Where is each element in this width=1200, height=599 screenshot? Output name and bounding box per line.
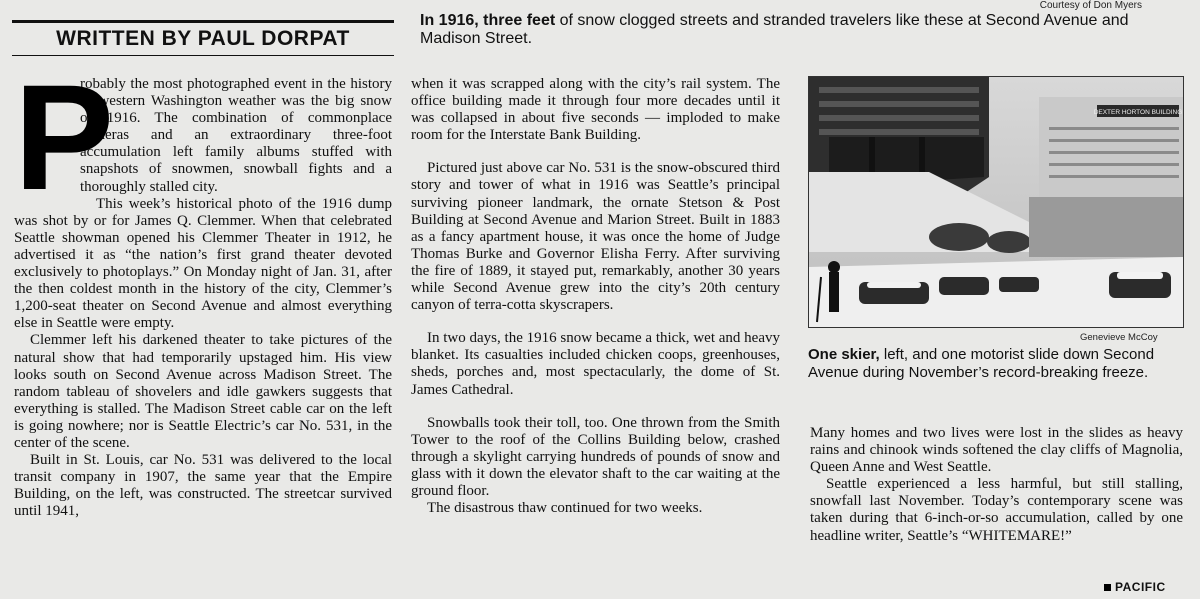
paragraph: Built in St. Louis, car No. 531 was delivered to the local transit company in 1907, the same year that the Empire Building, on the left, was constructed. The streetcar survived until 1941,: [14, 452, 392, 520]
article-column-2: [411, 76, 780, 517]
paragraph: This week’s historical photo of the 1916 dump was shot by or for James Q. Clemmer. When that celebrated Seattle showman opened his Clemmer Theater in 1912, he advertised it as “the nation’s first grand theater devoted exclusively to photoplays.” On Monday night of Jan. 31, after the then coldest month in the history of the city, Clemmer’s 1,200-seat theater on Second Avenue and almost everything else in Seattle were empty.: [14, 195, 392, 332]
article-column-3: [810, 425, 1183, 545]
contemporary-photo: [808, 76, 1184, 328]
square-bullet-icon: [1104, 584, 1111, 591]
photo-caption: [808, 346, 1184, 382]
drop-cap: P: [14, 53, 115, 221]
photo-caption-text: left, and one motorist slide down Second Avenue during November’s record-breaking freeze.: [808, 346, 1155, 381]
photo-credit-top: Courtesy of Don Myers: [1039, 0, 1142, 11]
article-column-1: [14, 53, 392, 520]
paragraph: Clemmer left his darkened theater to take pictures of the natural show that had temporarily upstaged him. His view looks south on Second Avenue across Madison Street. The random tableau of shovelers and idle gawkers suggests that everything is stalled. The Madison Street cable car on the left is going nowhere; nor is Seattle Electric’s car No. 531, in the center of the scene.: [14, 332, 392, 451]
paragraph: when it was scrapped along with the city’s rail system. The office building made it through four more decades until it was collapsed in about five seconds — imploded to make room for the Interstate Bank Building.: [411, 76, 780, 144]
top-caption-lead: In 1916, three feet: [420, 12, 556, 29]
paragraph: Seattle experienced a less harmful, but still stalling, snowfall last November. Today’s contemporary scene was taken during that 6-inch-or-so accumulation, called by one headline writer, Seattle’s “WHITEMARE!”: [810, 476, 1183, 544]
top-caption: [420, 12, 1160, 48]
paragraph: The disastrous thaw continued for two weeks.: [427, 500, 703, 517]
paragraph: robably the most photographed event in the history of western Washington weather was the big snow of 1916. The combination of commonplace cameras and an extraordinary three-foot accumulation left family albums stuffed with snapshots of snowmen, snowball fights and a thoroughly stalled city.: [80, 76, 392, 195]
photo-credit: Genevieve McCoy: [1080, 332, 1158, 343]
svg-text:DEXTER HORTON BUILDING: DEXTER HORTON BUILDING: [1093, 109, 1183, 116]
paragraph: Snowballs took their toll, too. One thrown from the Smith Tower to the roof of the Collins Building below, crashed through a skylight carrying hundreds of pounds of snow and glass with it down the elevator shaft to the car waiting at the ground floor.: [411, 414, 780, 499]
byline: WRITTEN BY PAUL DORPAT: [12, 20, 394, 56]
paragraph: Pictured just above car No. 531 is the snow-obscured third story and tower of what in 1916 was Seattle’s principal surviving pioneer landmark, the ornate Stetson & Post Building at Second Avenue and Marion Street. Built in 1883 as a fancy apartment house, it was once the home of Judge Thomas Burke and Governor Elisha Ferry. After surviving the fire of 1889, it stayed put, remarkably, another 30 years while Second Avenue grew into the city’s 20th century canyon of terra-cotta skyscrapers.: [411, 160, 780, 314]
section-label: PACIFIC: [1104, 580, 1166, 594]
paragraph: Many homes and two lives were lost in the slides as heavy rains and chinook winds softened the clay cliffs of Magnolia, Queen Anne and West Seattle.: [810, 425, 1183, 476]
top-caption-text: of snow clogged streets and stranded travelers like these at Second Avenue and Madison Street.: [420, 12, 1129, 47]
photo-caption-lead: One skier,: [808, 346, 880, 363]
paragraph: In two days, the 1916 snow became a thick, wet and heavy blanket. Its casualties included chicken coops, greenhouses, sheds, porches and, most spectacularly, the dome of St. James Cathedral.: [411, 330, 780, 398]
